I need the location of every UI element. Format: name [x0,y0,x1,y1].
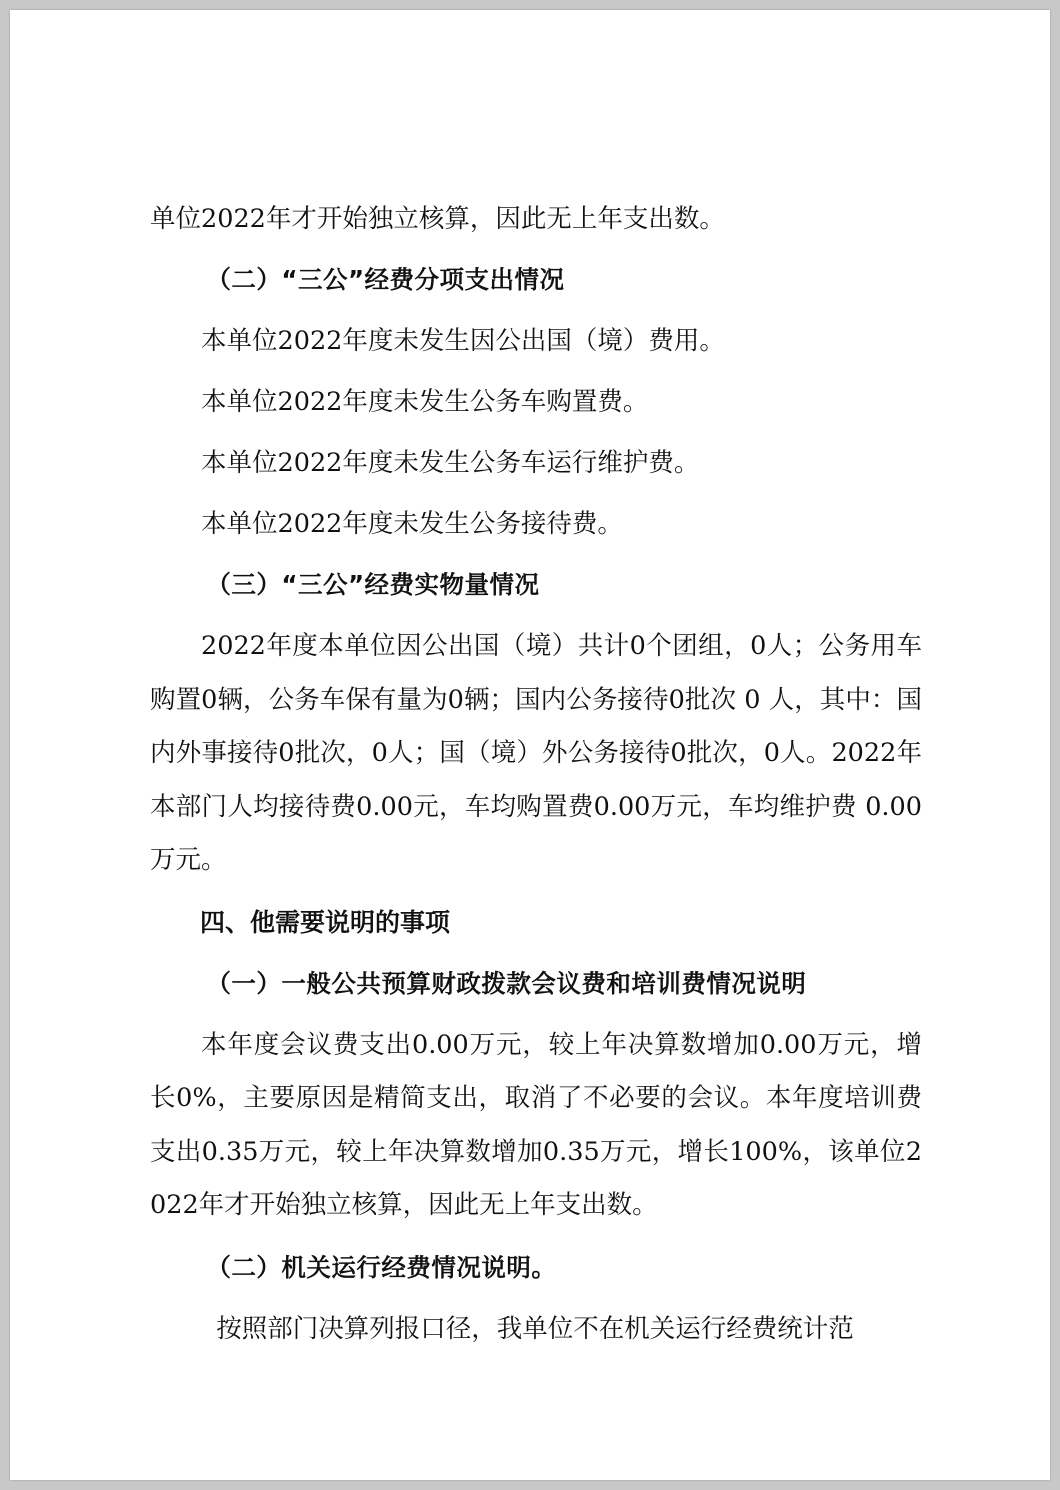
document-page [10,10,1050,1480]
paragraph-reception-expense: 本单位2022年度未发生公务接待费。 [201,509,623,539]
paragraph-vehicle-purchase: 本单位2022年度未发生公务车购置费。 [201,387,649,417]
paragraph-vehicle-maintenance: 本单位2022年度未发生公务车运行维护费。 [201,448,700,478]
paragraph-abroad-expense: 本单位2022年度未发生因公出国（境）费用。 [201,326,725,356]
paragraph-continuation: 单位2022年才开始独立核算，因此无上年支出数。 [150,204,725,234]
paragraph-physical-quantity: 2022年度本单位因公出国（境）共计0个团组，0人；公务用车购置0辆，公务车保有量为0辆；国内公务接待0批次 0 人，其中：国内外事接待0批次，0人；国（境）外公务接待0批次，0人。2022年本部门人均接待费0.00元，车均购置费0.00万元，车均维护费 0.00万元。 [150,631,922,875]
section-heading-sangong-physical: （三）“三公”经费实物量情况 [206,570,540,599]
section-heading-meeting-training: （一）一般公共预算财政拨款会议费和培训费情况说明 [206,968,807,998]
paragraph-meeting-training: 本年度会议费支出0.00万元，较上年决算数增加0.00万元，增长0%，主要原因是精简支出，取消了不必要的会议。本年度培训费支出0.35万元，较上年决算数增加0.35万元，增长100%，该单位2022年才开始独立核算，因此无上年支出数。 [150,1029,922,1220]
document-body [150,193,922,1355]
section-heading-sangong-items: （二）“三公”经费分项支出情况 [206,265,565,294]
paragraph-operating-expense: 按照部门决算列报口径，我单位不在机关运行经费统计范 [216,1313,854,1344]
section-heading-other-matters: 四、他需要说明的事项 [200,907,451,937]
section-heading-operating-expense: （二）机关运行经费情况说明。 [206,1252,557,1282]
